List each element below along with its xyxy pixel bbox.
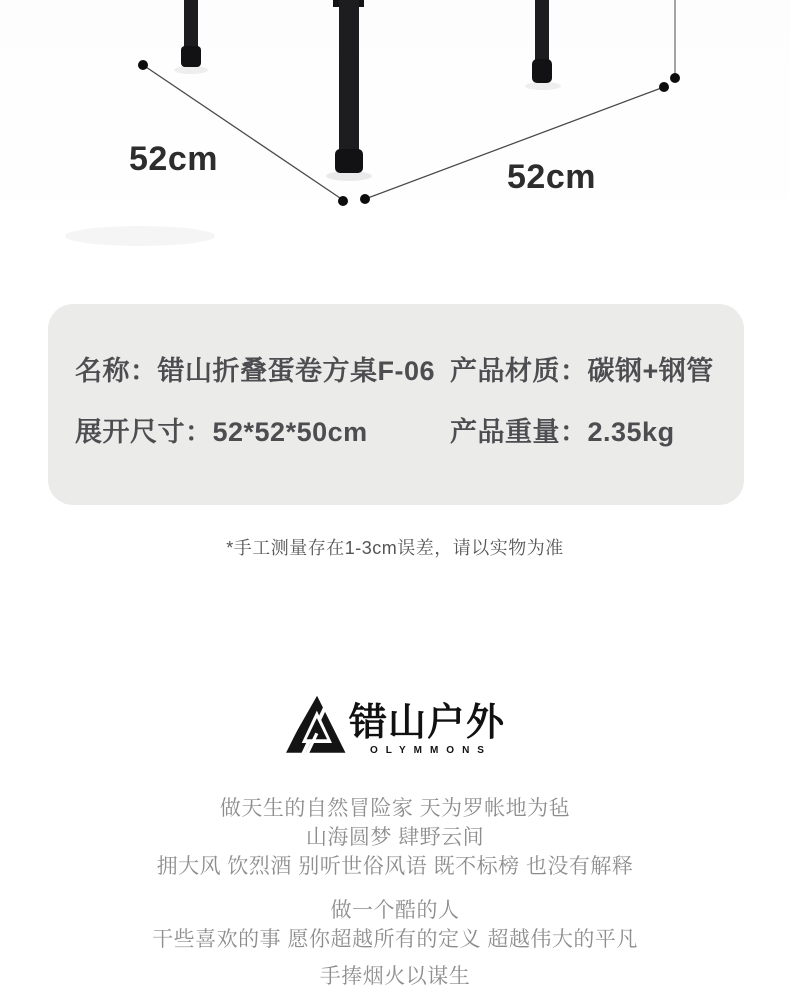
brand-subname: OLYMMONS: [370, 745, 492, 756]
dimension-label-left: 52cm: [129, 140, 218, 178]
dimension-endpoint-dot: [659, 82, 669, 92]
dimension-endpoint-dot: [360, 194, 370, 204]
measurement-disclaimer: *手工测量存在1-3cm误差，请以实物为准: [226, 538, 564, 558]
spec-product-name: 名称：错山折叠蛋卷方桌F-06: [75, 356, 436, 386]
spec-product-weight: 产品重量：2.35kg: [450, 417, 675, 447]
slogan-line: 干些喜欢的事 愿你超越所有的定义 超越伟大的平凡: [152, 928, 638, 951]
table-leg-left: [181, 0, 201, 67]
dimension-line-left: [143, 65, 343, 200]
table-leg-right: [532, 0, 552, 83]
product-photo-section: [0, 0, 790, 255]
floor-shadow: [65, 226, 215, 246]
slogan-line: 做天生的自然冒险家 天为罗帐地为毡: [219, 797, 571, 820]
dimension-endpoint-dot: [138, 60, 148, 70]
dimension-endpoint-dot: [338, 196, 348, 206]
dimension-endpoint-dot: [670, 73, 680, 83]
foot-shadow: [174, 66, 208, 74]
brand-text-block: [349, 692, 505, 756]
dimension-label-right: 52cm: [507, 158, 596, 196]
slogan-line: 山海圆梦 肆野云间: [305, 826, 485, 849]
slogan-line: 拥大风 饮烈酒 别听世俗风语 既不标榜 也没有解释: [156, 855, 634, 878]
spec-box: [48, 304, 744, 505]
spec-unfolded-size: 展开尺寸：52*52*50cm: [75, 417, 368, 447]
foot-shadow: [525, 82, 561, 90]
brand-logo: [0, 692, 790, 756]
slogan-line: 做一个酷的人: [330, 899, 460, 922]
mountain-logo-icon: [285, 692, 339, 754]
slogan-line-clipped: 手捧烟火以谋生: [319, 965, 471, 988]
brand-name: 错山户外: [348, 702, 505, 744]
spec-product-material: 产品材质：碳钢+钢管: [450, 356, 714, 386]
table-leg-center: [333, 0, 364, 173]
table-legs-illustration: [0, 0, 790, 255]
